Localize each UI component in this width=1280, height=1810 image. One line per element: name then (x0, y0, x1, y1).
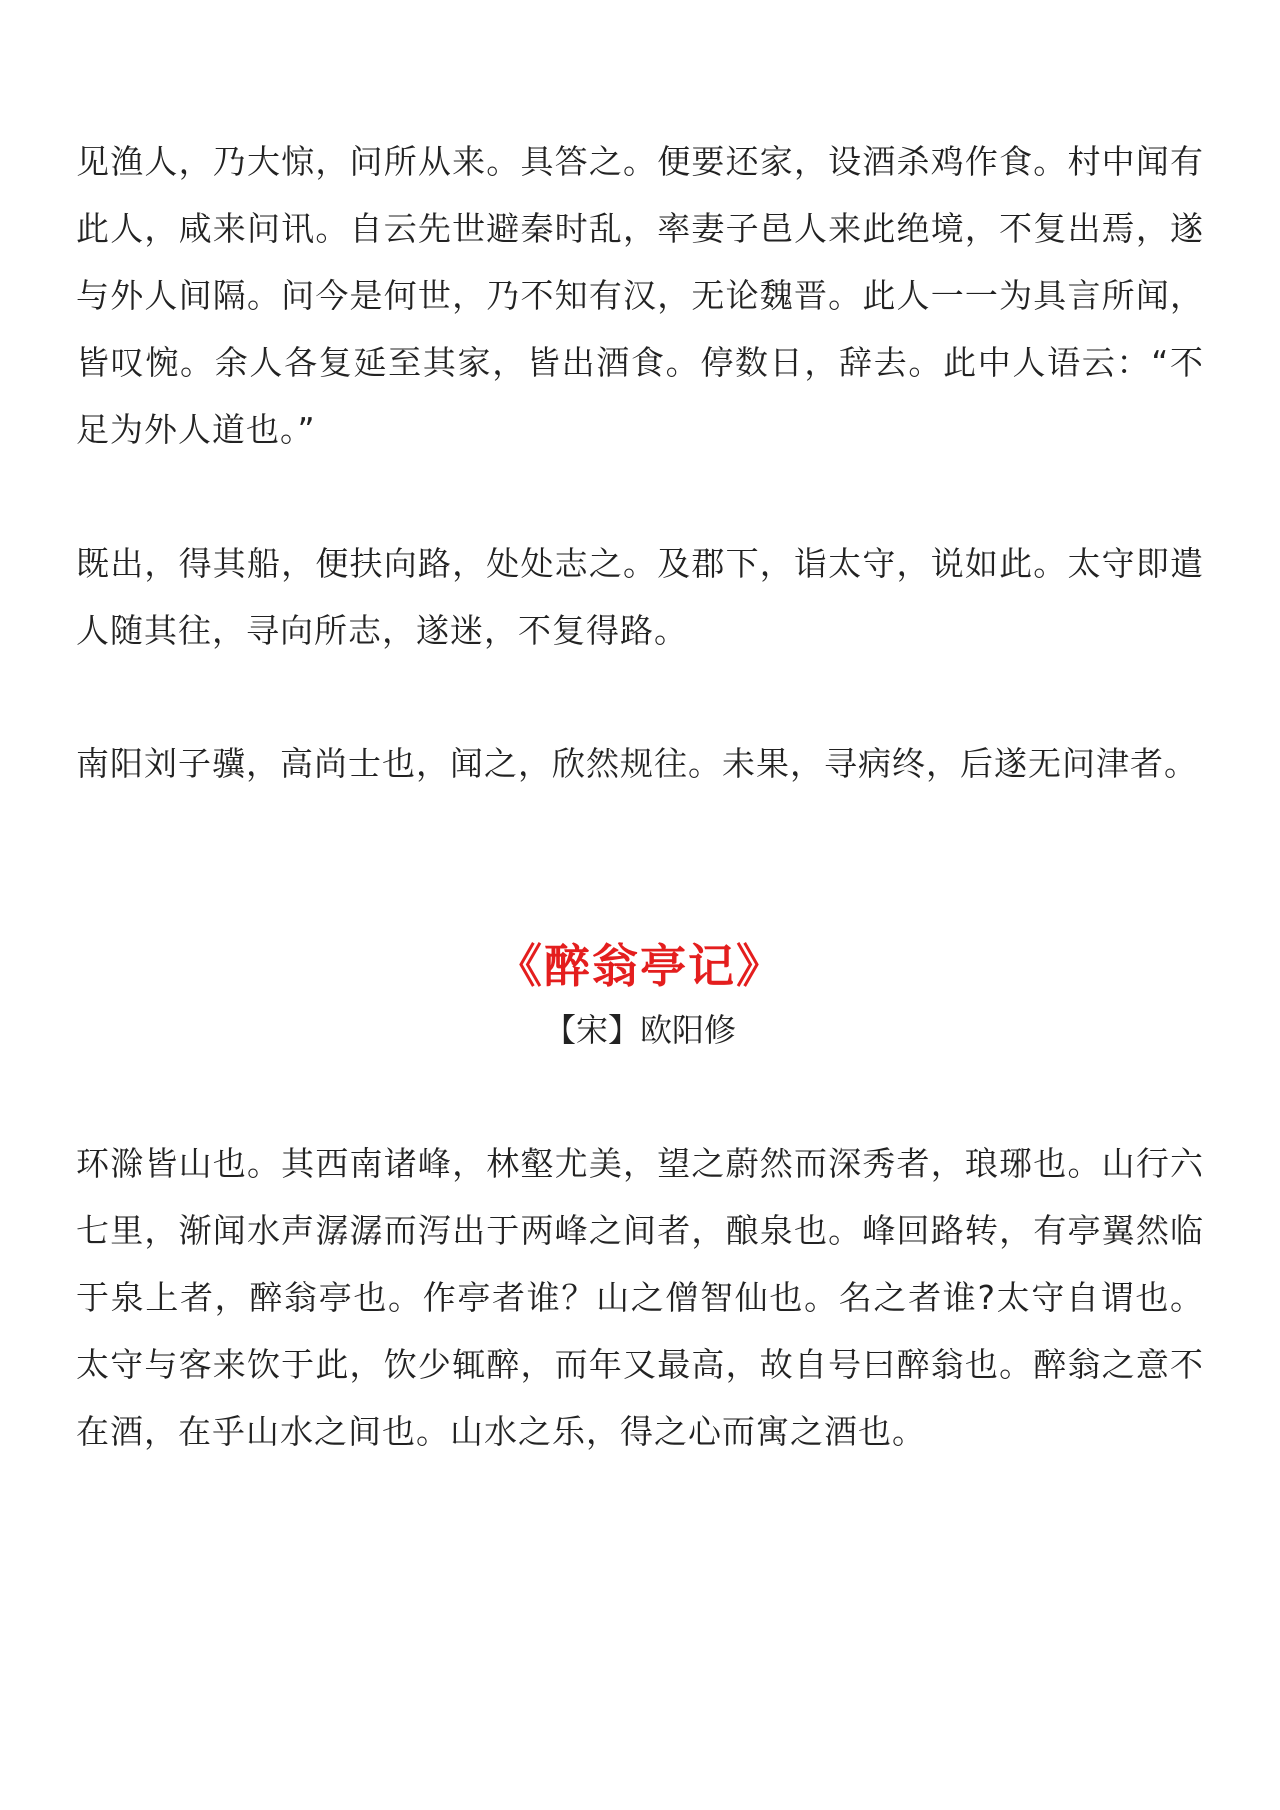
paragraph-taohuayuan-villagers: 见渔人，乃大惊，问所从来。具答之。便要还家，设酒杀鸡作食。村中闻有此人，咸来问讯。自云先世避秦时乱，率妻子邑人来此绝境，不复出焉，遂与外人间隔。问今是何世，乃不知有汉，无论魏晋。此人一一为具言所闻，皆叹惋。余人各复延至其家，皆出酒食。停数日，辞去。此中人语云：“不足为外人道也。” (76, 142, 1204, 449)
paragraph-taohuayuan-return: 既出，得其船，便扶向路，处处志之。及郡下，诣太守，说如此。太守即遣人随其往，寻向所志，遂迷，不复得路。 (76, 544, 1204, 650)
paragraph-zuiwengting-opening: 环滁皆山也。其西南诸峰，林壑尤美，望之蔚然而深秀者，琅琊也。山行六七里，渐闻水声潺潺而泻出于两峰之间者，酿泉也。峰回路转，有亭翼然临于泉上者，醉翁亭也。作亭者谁？山之僧智仙也。名之者谁?太守自谓也。太守与客来饮于此，饮少辄醉，而年又最高，故自号曰醉翁也。醉翁之意不在酒，在乎山水之间也。山水之乐，得之心而寓之酒也。 (76, 1144, 1204, 1451)
paragraph-taohuayuan-ending: 南阳刘子骥，高尚士也，闻之，欣然规往。未果，寻病终，后遂无问津者。 (76, 744, 1198, 783)
section-author: 【宋】欧阳修 (543, 1011, 736, 1049)
section-title: 《醉翁亭记》 (496, 939, 784, 993)
